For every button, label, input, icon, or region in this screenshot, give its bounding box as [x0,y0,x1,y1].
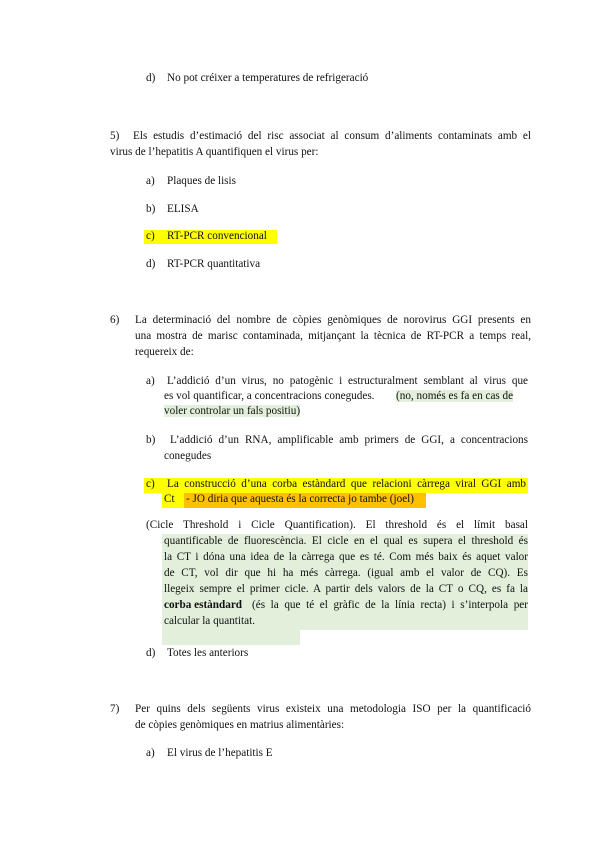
option-a-comment-line2: voler controlar un fals positiu) [164,405,301,417]
option-c-line1: La construcció d’una corba estàndard que relacioni càrrega viral GGI amb [167,478,526,490]
note-line4: de CT, vol dir que hi ha més càrrega. (igual amb el valor de CQ). Es [164,567,528,579]
question-text-line1: Els estudis d’estimació del risc associat al consum d’aliments contaminats amb el [133,130,531,142]
option-a-label: a) [146,747,155,759]
option-a-text: Plaques de lisis [167,175,236,187]
question-text-line1: Per quins dels següents virus existeix una metodologia ISO per la quantificació [135,703,531,715]
option-c-label: c) [146,478,155,490]
option-a-text: El virus de l’hepatitis E [167,747,273,759]
option-d-label: d) [146,647,156,659]
question-text-line2: una mostra de marisc contaminada, mitjançant la tècnica de RT-PCR a temps real, [135,330,531,342]
option-a-line2: es vol quantificar, a concentracions conegudes. [164,390,375,402]
option-c-label: c) [146,230,155,242]
question-text-line1: La determinació del nombre de còpies genòmiques de norovirus GGI presents en [135,314,531,326]
option-d-text: Totes les anteriors [167,647,249,659]
option-b-text: ELISA [167,203,199,215]
option-b-line2: conegudes [164,450,212,462]
option-label: d) [146,72,156,84]
option-d-text: RT-PCR quantitativa [167,258,261,270]
option-b-label: b) [146,434,156,446]
question-number: 7) [110,703,120,715]
option-c-text: RT-PCR convencional [167,230,267,242]
option-a-label: a) [146,375,155,387]
question-number: 5) [110,130,120,142]
option-b-label: b) [146,203,156,215]
note-line3: la CT i dóna una idea de la càrrega que es té. Com més baix és aquet valor [164,551,528,563]
question-text-line2: virus de l’hepatitis A quantifiquen el virus per: [110,146,319,158]
option-a-comment: (no, només es fa en cas de [396,390,514,402]
option-c-comment: - JO diria que aquesta és la correcta jo tambe (joel) [186,493,414,505]
note-highlight [162,630,300,645]
option-d-label: d) [146,258,156,270]
note-line2: quantificable de fluorescència. El cicle en el qual es supera el threshold és [164,535,528,547]
question-text-line3: requereix de: [135,346,194,358]
question-number: 6) [110,314,120,326]
note-line6: (és la que té el gràfic de la línia recta) i s’interpola per [252,599,528,611]
note-line5: llegeix sempre el primer cicle. A partir dels valors de la CT o CQ, es fa la [164,583,528,595]
note-line6-bold: corba estàndard [164,599,243,611]
note-line7: calcular la quantitat. [164,615,256,627]
option-c-line2: Ct [164,493,175,505]
note-line1: (Cicle Threshold i Cicle Quantification). El threshold és el límit basal [146,519,528,531]
option-text: No pot créixer a temperatures de refrigeració [167,72,369,84]
option-b-line1: L’addició d’un RNA, amplificable amb primers de GGI, a concentracions [170,434,528,446]
option-a-line1: L’addició d’un virus, no patogènic i estructuralment semblant al virus que [167,375,528,387]
option-a-label: a) [146,175,155,187]
question-text-line2: de còpies genòmiques en matrius alimentàries: [135,719,345,731]
